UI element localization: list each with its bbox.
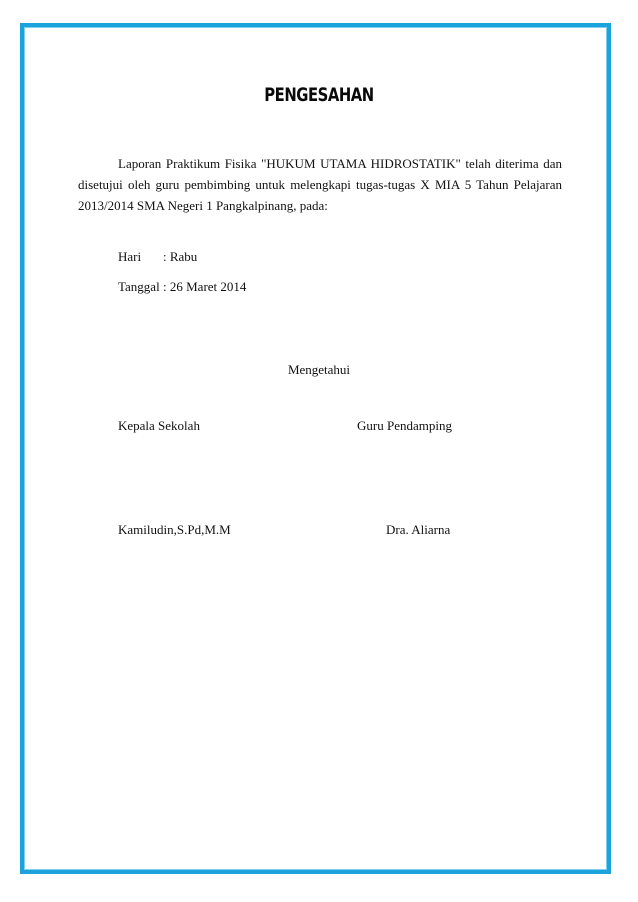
page-title: PENGESAHAN [264, 84, 374, 106]
date-value: : 26 Maret 2014 [163, 279, 247, 294]
day-value: : Rabu [163, 249, 198, 264]
right-signatory-name: Dra. Aliarna [386, 522, 451, 537]
day-label: Hari [118, 249, 142, 264]
approval-paragraph: Laporan Praktikum Fisika "HUKUM UTAMA HIDROSTATIK" telah diterima dan disetujui oleh guru pembimbing untuk melengkapi tugas-tugas X MIA 5 Tahun Pelajaran 2013/2014 SMA Negeri 1 Pangkalpinang, pada: [78, 156, 562, 213]
page-border [20, 23, 611, 874]
left-signatory-name: Kamiludin,S.Pd,M.M [118, 522, 231, 537]
right-signatory-role: Guru Pendamping [357, 418, 452, 433]
date-row [118, 279, 246, 295]
date-label: Tanggal [118, 279, 160, 294]
acknowledged-label: Mengetahui [287, 362, 351, 377]
day-row [118, 249, 197, 265]
left-signatory-role: Kepala Sekolah [118, 418, 200, 433]
